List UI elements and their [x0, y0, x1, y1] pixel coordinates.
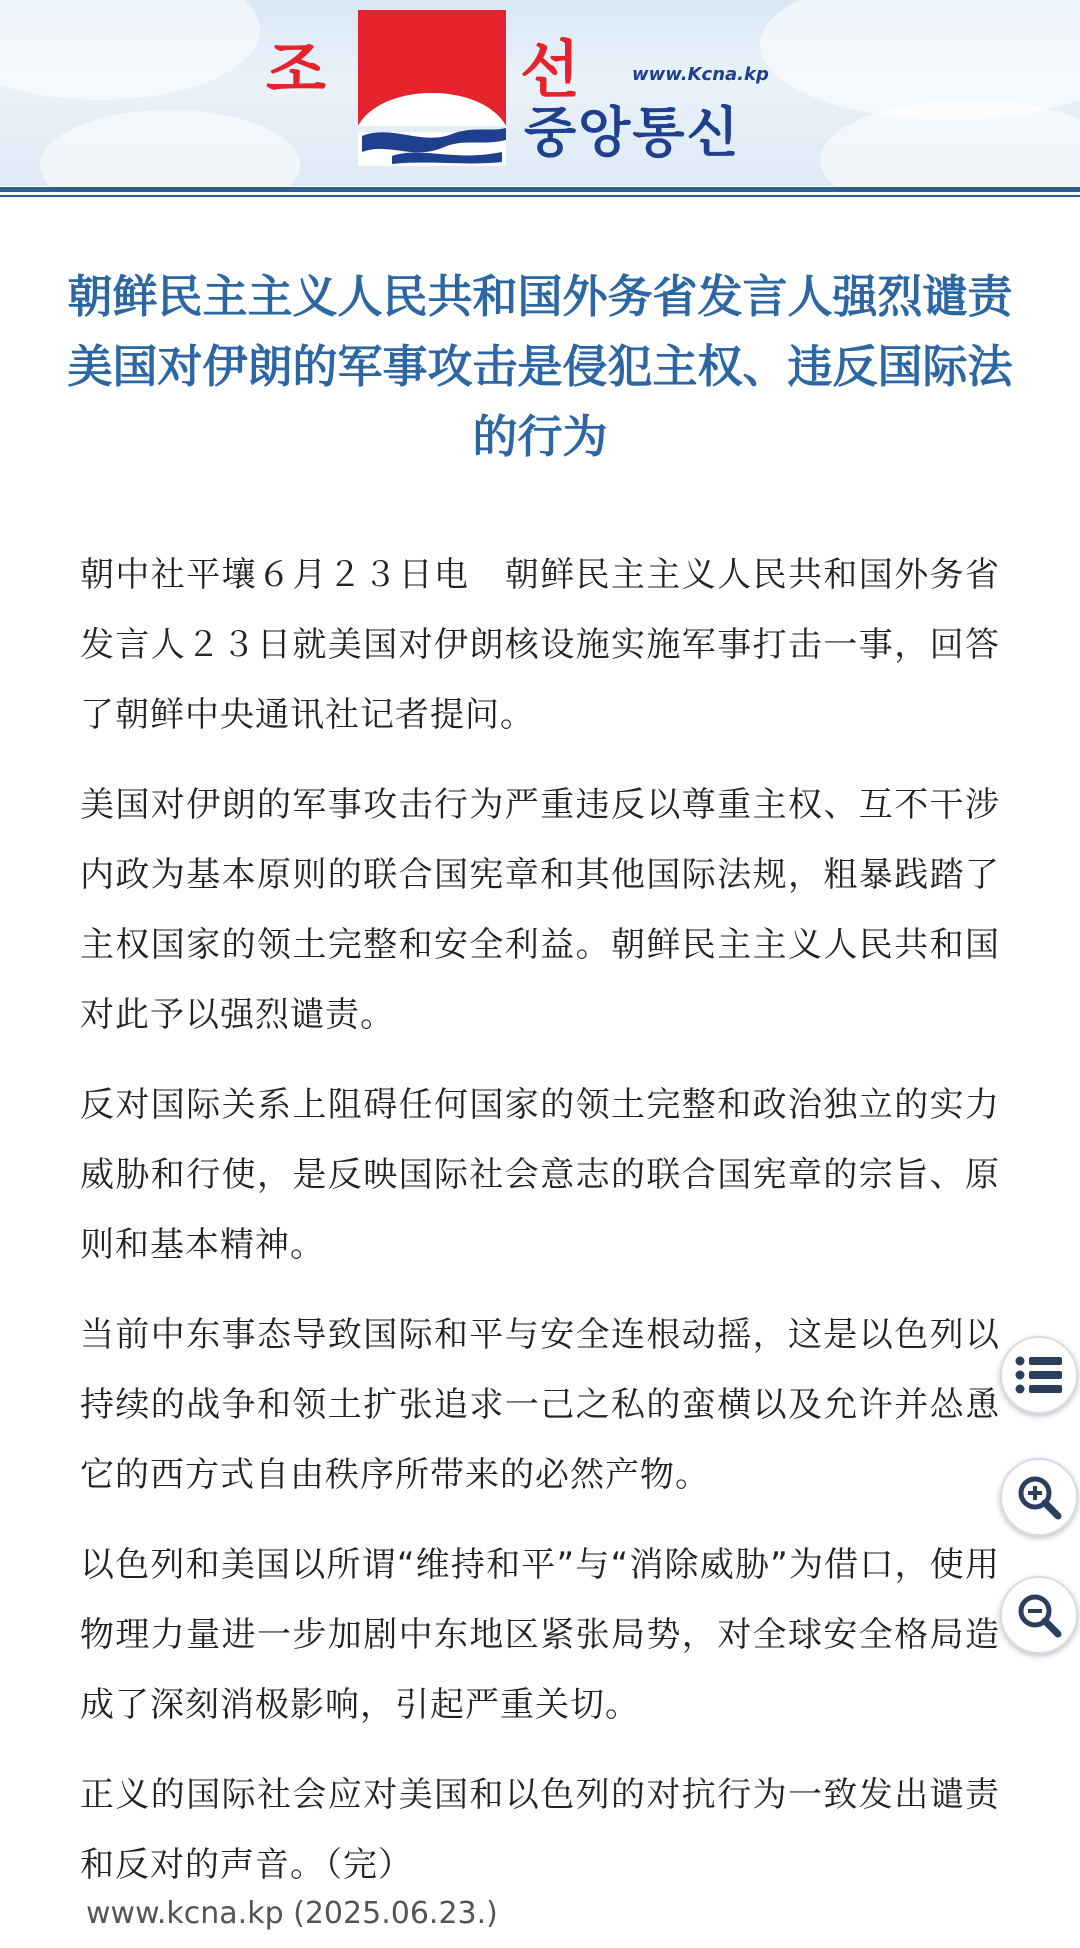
logo-text-jo: 조 [266, 33, 328, 106]
zoom-out-icon [1015, 1591, 1063, 1639]
kcna-logo[interactable] [262, 0, 822, 180]
header-cloud [820, 100, 1080, 186]
zoom-in-button[interactable] [1000, 1458, 1078, 1536]
article-paragraph: 以色列和美国以所谓“维持和平”与“消除威胁”为借口，使用物理力量进一步加剧中东地区紧张局势，对全球安全格局造成了深刻消极影响，引起严重关切。 [80, 1545, 1000, 1725]
header-divider-thin [0, 195, 1080, 197]
article-title: 朝鲜民主主义人民共和国外务省发言人强烈谴责美国对伊朗的军事攻击是侵犯主权、违反国际法的行为 [67, 270, 1013, 463]
header-cloud [40, 110, 300, 186]
zoom-in-icon [1015, 1473, 1063, 1521]
article-paragraph: 美国对伊朗的军事攻击行为严重违反以尊重主权、互不干涉内政为基本原则的联合国宪章和其他国际法规，粗暴践踏了主权国家的领土完整和安全利益。朝鲜民主主义人民共和国对此予以强烈谴责。 [80, 785, 1000, 1035]
logo-text-agency: 중앙통신 [524, 101, 741, 164]
article-paragraph: 反对国际关系上阻碍任何国家的领土完整和政治独立的实力威胁和行使，是反映国际社会意志的联合国宪章的宗旨、原则和基本精神。 [80, 1085, 1000, 1265]
article-body [80, 540, 1000, 1920]
list-icon [1014, 1355, 1064, 1395]
article-paragraph: 朝中社平壤６月２３日电 朝鲜民主主义人民共和国外务省发言人２３日就美国对伊朗核设施实施军事打击一事，回答了朝鲜中央通讯社记者提问。 [80, 555, 1000, 735]
header-cloud [0, 0, 260, 100]
article-source-date: www.kcna.kp (2025.06.23.) [86, 1896, 498, 1931]
article-paragraph: 当前中东事态导致国际和平与安全连根动摇，这是以色列以持续的战争和领土扩张追求一己之私的蛮横以及允许并怂恿它的西方式自由秩序所带来的必然产物。 [80, 1315, 1000, 1495]
logo-text-seon: 선 [520, 33, 582, 106]
header-divider [0, 187, 1080, 192]
zoom-out-button[interactable] [1000, 1576, 1078, 1654]
article-list-button[interactable] [1000, 1336, 1078, 1414]
logo-url: www.Kcna.kp [632, 64, 769, 85]
site-header [0, 0, 1080, 186]
article-paragraph: 正义的国际社会应对美国和以色列的对抗行为一致发出谴责和反对的声音。（完） [80, 1775, 1000, 1885]
sunrise-emblem-icon [352, 6, 512, 166]
